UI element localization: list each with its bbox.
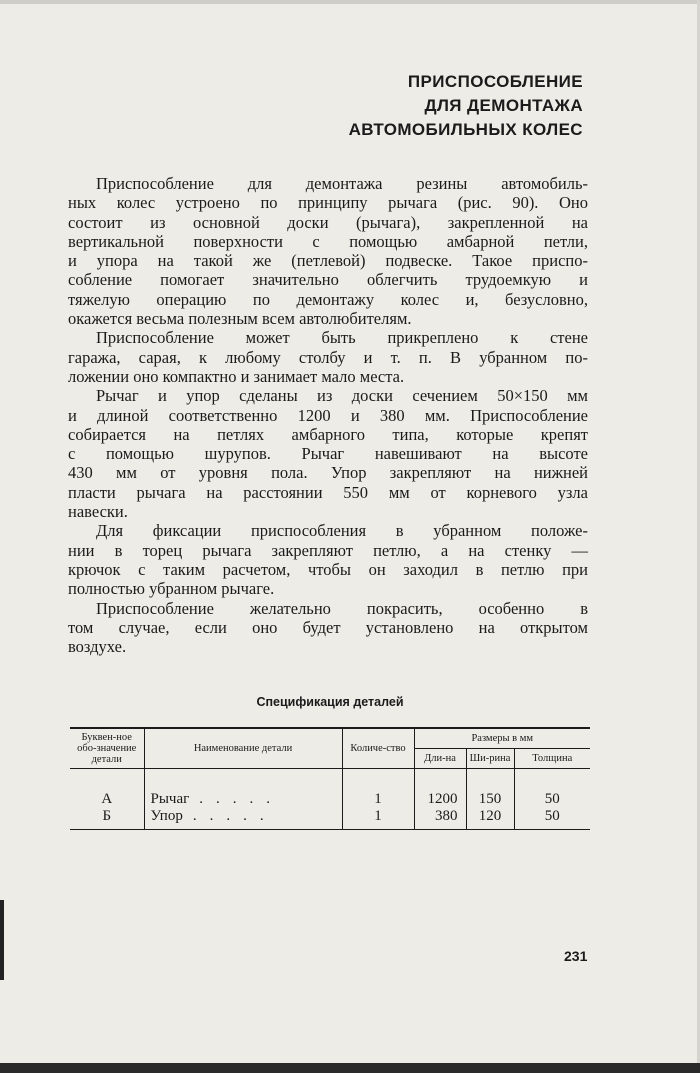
page-number: 231	[564, 948, 588, 964]
body-line: гаража, сарая, к любому столбу и т. п. В убранном по-	[68, 347, 588, 367]
cell-name: Упор .....	[144, 808, 342, 830]
body-line: полностью убранном рычаге.	[68, 579, 275, 599]
body-line: ложении оно компактно и занимает мало места.	[68, 366, 405, 386]
scan-edge-top	[0, 0, 700, 4]
body-line: том случае, если оно будет установлено на открытом	[68, 617, 588, 637]
cell-name-text: Упор	[150, 808, 183, 824]
cell-name: Рычаг .....	[144, 791, 342, 808]
page-title	[243, 70, 583, 142]
body-line: воздухе.	[68, 637, 127, 657]
body-line: Рычаг и упор сделаны из доски сечением 50×150 мм	[96, 386, 588, 406]
cell-width: 150	[466, 791, 514, 808]
body-line: крючок с таким расчетом, чтобы он заходил в петлю при	[68, 559, 588, 579]
body-line: с помощью шурупов. Рычаг навешивают на высоте	[68, 444, 588, 464]
body-line: Приспособление может быть прикреплено к стене	[96, 328, 588, 348]
body-line: состоит из основной доски (рычага), закрепленной на	[68, 212, 588, 232]
table-row	[70, 808, 590, 830]
body-line: собирается на петлях амбарного типа, которые крепят	[68, 424, 588, 444]
cell-thickness: 50	[514, 791, 590, 808]
header-dimensions: Размеры в мм	[414, 728, 590, 749]
header-letter: Буквен-ное обо-значение детали	[70, 728, 144, 769]
body-line: и длиной соответственно 1200 и 380 мм. Приспособление	[68, 405, 588, 425]
cell-length: 1200	[414, 791, 466, 808]
spec-table-caption: Спецификация деталей	[256, 695, 404, 709]
body-line: 430 мм от уровня пола. Упор закрепляют на нижней	[68, 463, 588, 483]
body-line: и упора на такой же (петлевой) подвеске. Такое приспо-	[68, 251, 588, 271]
body-line: нии в торец рычага закрепляют петлю, а на стенку —	[68, 540, 588, 560]
cell-thickness: 50	[514, 808, 590, 830]
body-line: собление помогает значительно облегчить трудоемкую и	[68, 270, 588, 290]
cell-letter: А	[70, 791, 144, 808]
header-name: Наименование детали	[144, 728, 342, 769]
title-line-3: АВТОМОБИЛЬНЫХ КОЛЕС	[348, 120, 583, 139]
header-length: Дли-на	[414, 749, 466, 769]
table-row	[70, 791, 590, 808]
spec-table	[70, 727, 590, 830]
title-line-1: ПРИСПОСОБЛЕНИЕ	[407, 72, 583, 91]
body-line: окажется весьма полезным всем автолюбителям.	[68, 309, 412, 329]
cell-name-text: Рычаг	[150, 791, 190, 807]
title-line-2: ДЛЯ ДЕМОНТАЖА	[424, 96, 583, 115]
body-line: навески.	[68, 502, 128, 522]
body-line: ных колес устроено по принципу рычага (рис. 90). Оно	[68, 193, 588, 213]
scan-mark-left	[0, 900, 4, 980]
cell-quantity: 1	[342, 808, 414, 830]
body-line: вертикальной поверхности с помощью амбарной петли,	[68, 231, 588, 251]
body-text	[68, 174, 588, 656]
body-line: тяжелую операцию по демонтажу колес и, безусловно,	[68, 289, 588, 309]
cell-letter: Б	[70, 808, 144, 830]
cell-length: 380	[414, 808, 466, 830]
body-line: Приспособление желательно покрасить, особенно в	[96, 598, 588, 618]
scan-edge-bottom	[0, 1063, 700, 1073]
body-line: Приспособление для демонтажа резины автомобиль-	[96, 174, 588, 193]
header-thickness: Толщина	[514, 749, 590, 769]
header-width: Ши-рина	[466, 749, 514, 769]
body-line: пласти рычага на расстоянии 550 мм от корневого узла	[68, 482, 588, 502]
cell-width: 120	[466, 808, 514, 830]
cell-quantity: 1	[342, 791, 414, 808]
body-line: Для фиксации приспособления в убранном положе-	[96, 521, 588, 541]
header-quantity: Количе-ство	[342, 728, 414, 769]
